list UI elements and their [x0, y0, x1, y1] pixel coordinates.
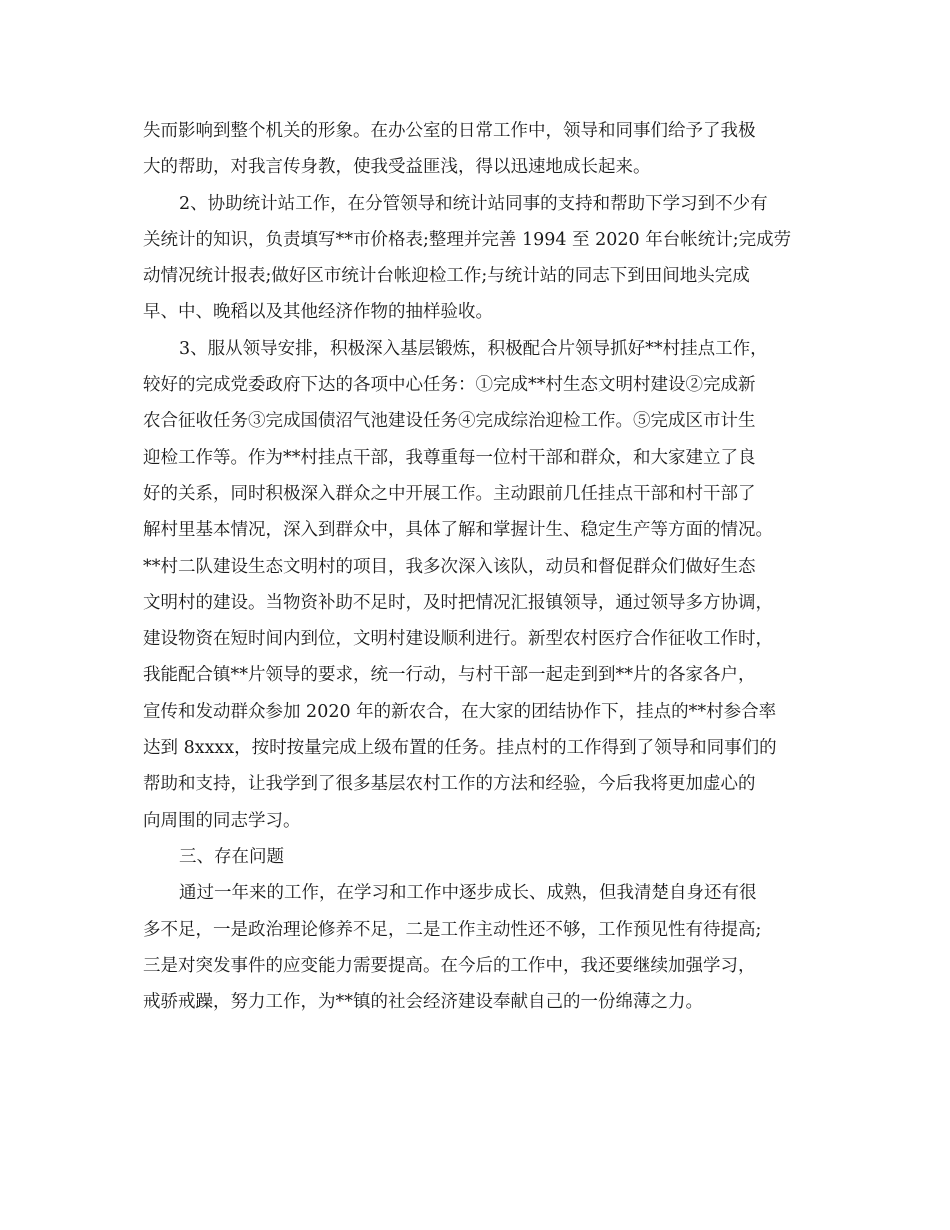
text-line: 关统计的知识，负责填写**市价格表;整理并完善 1994 至 2020 年台帐统计;完成劳 [143, 229, 792, 250]
text-line: 三是对突发事件的应变能力需要提高。在今后的工作中，我还要继续加强学习， [143, 955, 756, 976]
text-line: 帮助和支持，让我学到了很多基层农村工作的方法和经验，今后我将更加虚心的 [143, 774, 756, 795]
text-line: 较好的完成党委政府下达的各项中心任务：①完成**村生态文明村建设②完成新 [143, 375, 756, 396]
text-line: 我能配合镇**片领导的要求，统一行动，与村干部一起走到到**片的各家各户， [143, 665, 756, 686]
text-line: 多不足，一是政治理论修养不足，二是工作主动性还不够，工作预见性有待提高; [143, 919, 762, 940]
text-line: 早、中、晚稻以及其他经济作物的抽样验收。 [143, 302, 493, 323]
text-line: 3、服从领导安排，积极深入基层锻炼，积极配合片领导抓好**村挂点工作， [179, 338, 768, 359]
text-line: 文明村的建设。当物资补助不足时，及时把情况汇报镇领导，通过领导多方协调， [143, 592, 773, 613]
document-body [143, 113, 807, 1020]
text-line: 动情况统计报表;做好区市统计台帐迎检工作;与统计站的同志下到田间地头完成 [143, 266, 750, 287]
text-line: 失而影响到整个机关的形象。在办公室的日常工作中，领导和同事们给予了我极 [143, 121, 756, 141]
text-line: 宣传和发动群众参加 2020 年的新农合，在大家的团结协作下，挂点的**村参合率 [143, 701, 777, 722]
text-line: 达到 8xxxx，按时按量完成上级布置的任务。挂点村的工作得到了领导和同事们的 [143, 738, 777, 759]
text-line: 建设物资在短时间内到位，文明村建设顺利进行。新型农村医疗合作征收工作时， [143, 629, 773, 650]
text-line: 三、存在问题 [179, 846, 284, 867]
text-line: 戒骄戒躁，努力工作，为**镇的社会经济建设奉献自己的一份绵薄之力。 [143, 992, 703, 1013]
text-line: 迎检工作等。作为**村挂点干部，我尊重每一位村干部和群众，和大家建立了良 [143, 447, 756, 468]
text-line: 向周围的同志学习。 [143, 810, 301, 831]
text-line: 好的关系，同时积极深入群众之中开展工作。主动跟前几任挂点干部和村干部了 [143, 483, 756, 504]
text-line: 2、协助统计站工作，在分管领导和统计站同事的支持和帮助下学习到不少有 [179, 193, 768, 214]
text-line: 解村里基本情况，深入到群众中，具体了解和掌握计生、稳定生产等方面的情况。 [143, 520, 773, 541]
text-line: 农合征收任务③完成国债沼气池建设任务④完成综治迎检工作。⑤完成区市计生 [143, 411, 756, 432]
text-line: 大的帮助，对我言传身教，使我受益匪浅，得以迅速地成长起来。 [143, 157, 651, 178]
text-line: 通过一年来的工作，在学习和工作中逐步成长、成熟，但我清楚自身还有很 [179, 883, 757, 904]
text-line: **村二队建设生态文明村的项目，我多次深入该队，动员和督促群众们做好生态 [143, 556, 756, 577]
